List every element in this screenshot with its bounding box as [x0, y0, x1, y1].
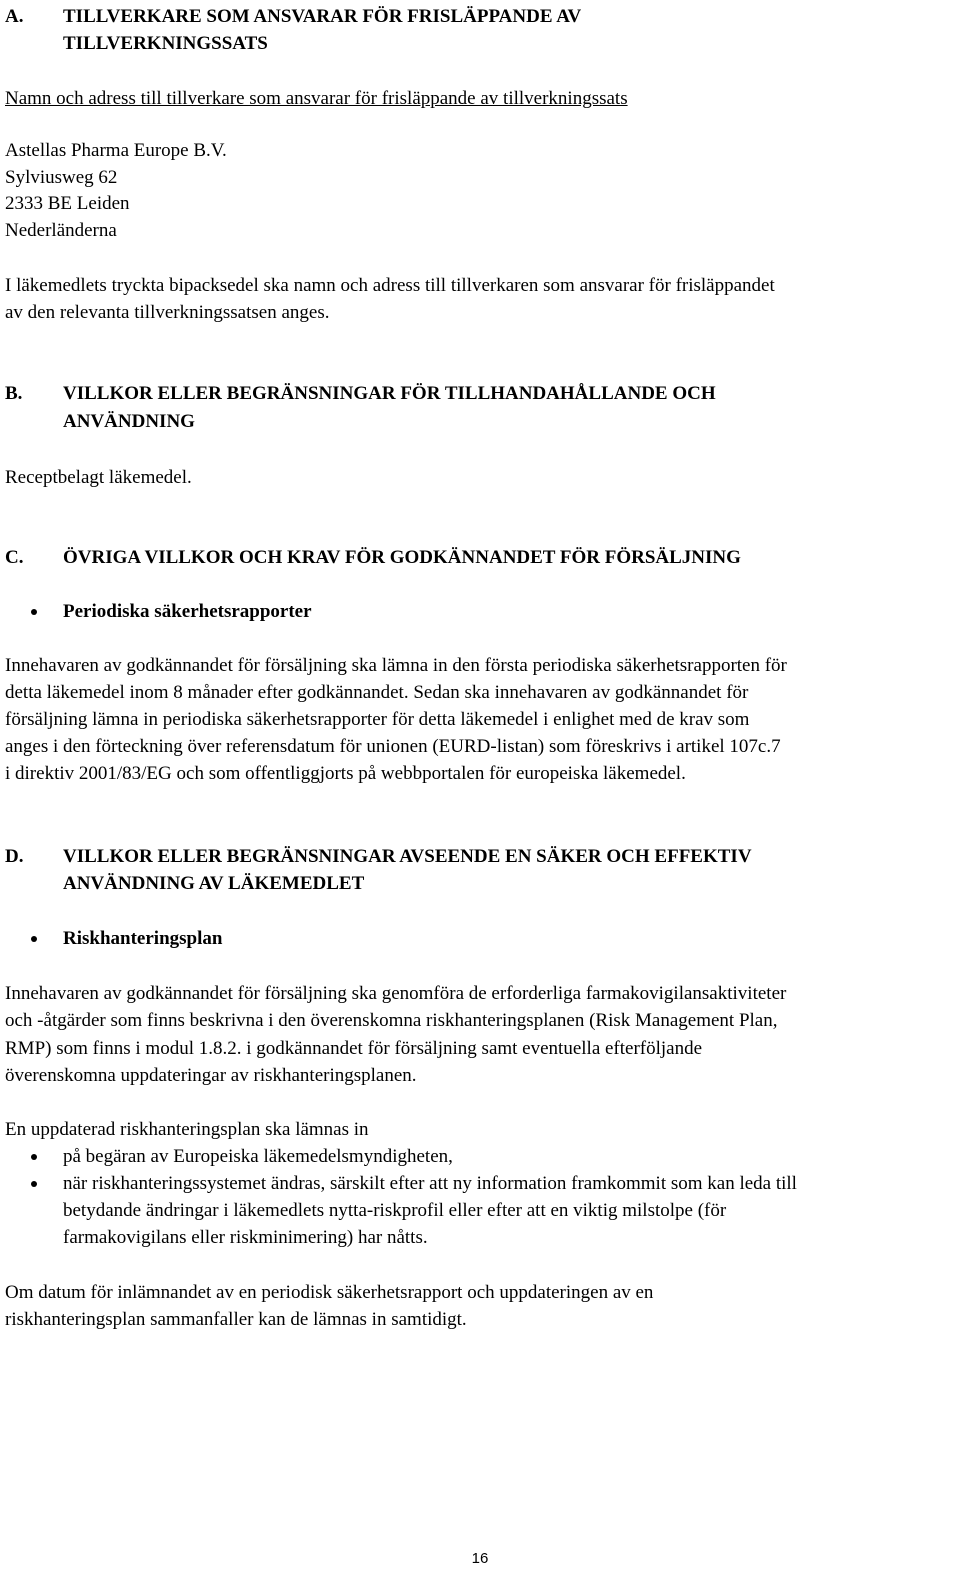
section-d-heading-line-2: ANVÄNDNING AV LÄKEMEDLET [63, 873, 365, 894]
section-a-heading-line-1: TILLVERKARE SOM ANSVARAR FÖR FRISLÄPPANDE AV [63, 6, 582, 27]
section-c-paragraph-line-2: detta läkemedel inom 8 månader efter godkännandet. Sedan ska innehavaren av godkännandet för [5, 682, 749, 703]
section-d-paragraph-line-1: Innehavaren av godkännandet för försäljning ska genomföra de erforderliga farmakovigilansaktiviteter [5, 983, 787, 1004]
update-intro: En uppdaterad riskhanteringsplan ska lämnas in [5, 1119, 369, 1140]
section-c-paragraph-line-1: Innehavaren av godkännandet för försäljning ska lämna in den första periodiska säkerhetsrapporten för [5, 655, 787, 676]
update-item-1: på begäran av Europeiska läkemedelsmyndigheten, [63, 1146, 453, 1167]
bullet-icon [31, 936, 37, 942]
section-d-heading-line-1: VILLKOR ELLER BEGRÄNSNINGAR AVSEENDE EN SÄKER OCH EFFEKTIV [63, 846, 752, 867]
closing-line-1: Om datum för inlämnandet av en periodisk säkerhetsrapport och uppdateringen av en [5, 1282, 654, 1303]
section-b-text: Receptbelagt läkemedel. [5, 467, 192, 488]
section-d-label: D. [5, 846, 24, 867]
section-c-heading: ÖVRIGA VILLKOR OCH KRAV FÖR GODKÄNNANDET FÖR FÖRSÄLJNING [63, 547, 741, 568]
section-b-label: B. [5, 383, 23, 404]
section-d-paragraph-line-3: RMP) som finns i modul 1.8.2. i godkännandet för försäljning samt eventuella efterföljande [5, 1038, 703, 1059]
section-a-note-line-1: I läkemedlets tryckta bipacksedel ska namn och adress till tillverkaren som ansvarar för frisläppandet [5, 275, 775, 296]
address-line-3: 2333 BE Leiden [5, 193, 130, 214]
address-line-1: Astellas Pharma Europe B.V. [5, 140, 227, 161]
bullet-icon [31, 1181, 37, 1187]
section-a-heading-line-2: TILLVERKNINGSSATS [63, 33, 268, 54]
section-b-heading-line-1: VILLKOR ELLER BEGRÄNSNINGAR FÖR TILLHANDAHÅLLANDE OCH [63, 383, 716, 404]
bullet-icon [31, 609, 37, 615]
section-d-paragraph-line-2: och -åtgärder som finns beskrivna i den överenskomna riskhanteringsplanen (Risk Management Plan, [5, 1010, 778, 1031]
bullet-icon [31, 1154, 37, 1160]
section-a-label: A. [5, 6, 24, 27]
section-a-subheading: Namn och adress till tillverkare som ansvarar för frisläppande av tillverkningssats [5, 88, 628, 109]
closing-line-2: riskhanteringsplan sammanfaller kan de lämnas in samtidigt. [5, 1309, 467, 1330]
update-item-2-line-2: betydande ändringar i läkemedlets nytta-riskprofil eller efter att en viktig milstolpe (för [63, 1200, 727, 1221]
section-c-paragraph-line-4: anges i den förteckning över referensdatum för unionen (EURD-listan) som föreskrivs i artikel 107c.7 [5, 736, 781, 757]
page-number: 16 [471, 1550, 489, 1567]
update-item-2-line-1: när riskhanteringssystemet ändras, särskilt efter att ny information framkommit som kan leda till [63, 1173, 797, 1194]
update-item-2-line-3: farmakovigilans eller riskminimering) har nåtts. [63, 1227, 428, 1248]
section-d-bullet-heading: Riskhanteringsplan [63, 928, 223, 949]
section-c-bullet-heading: Periodiska säkerhetsrapporter [63, 601, 312, 622]
address-line-2: Sylviusweg 62 [5, 167, 118, 188]
section-b-heading-line-2: ANVÄNDNING [63, 411, 195, 432]
section-c-paragraph-line-5: i direktiv 2001/83/EG och som offentliggjorts på webbportalen för europeiska läkemedel. [5, 763, 686, 784]
section-d-paragraph-line-4: överenskomna uppdateringar av riskhanteringsplanen. [5, 1065, 417, 1086]
address-line-4: Nederländerna [5, 220, 117, 241]
section-c-paragraph-line-3: försäljning lämna in periodiska säkerhetsrapporter för detta läkemedel i enlighet med de krav som [5, 709, 750, 730]
section-a-note-line-2: av den relevanta tillverkningssatsen anges. [5, 302, 330, 323]
section-c-label: C. [5, 547, 24, 568]
